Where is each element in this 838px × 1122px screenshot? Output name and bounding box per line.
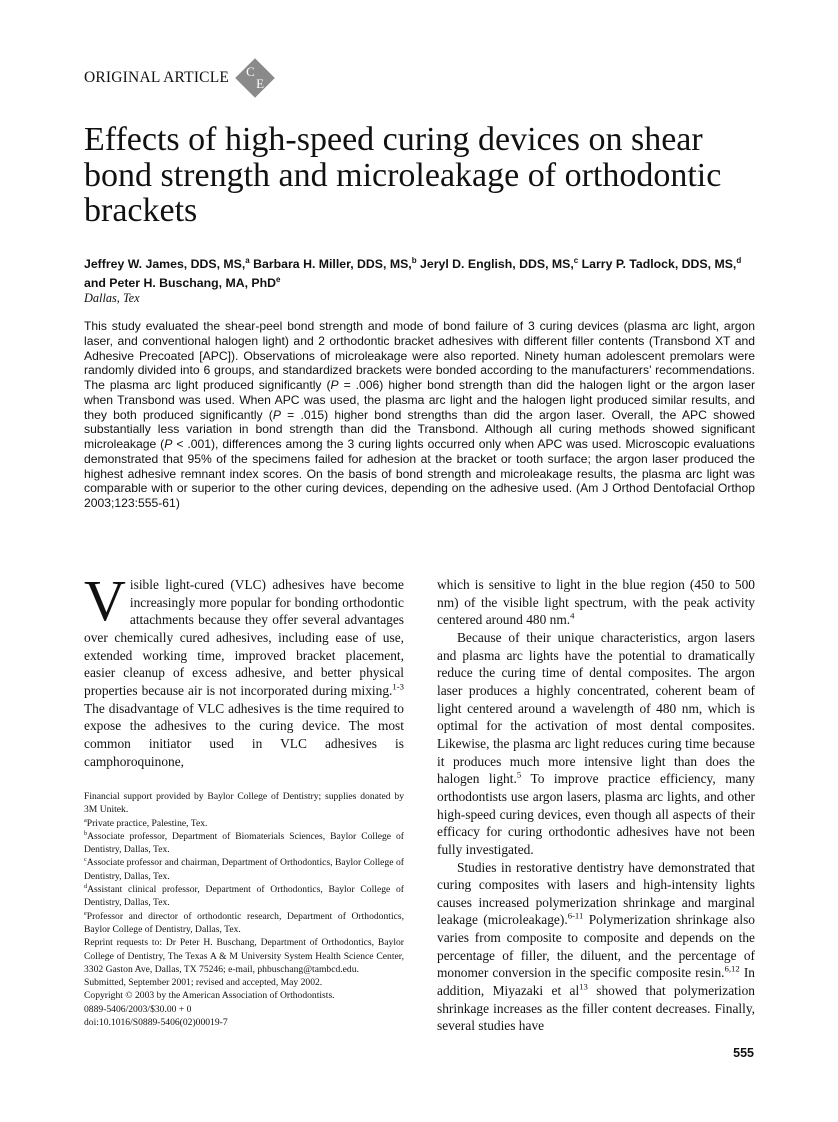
text-run: P [330,378,339,392]
body-column-left [84,568,404,770]
text-run: < .001), differences among the 3 curing lights occurred only when APC was used. Microscopic evaluations demonstrated that 95% of the specimens failed for adhesion at the bracket or tooth surface; the argon laser produced the highest adhesive remnant index scores. On the basis of bond strength and microleakage results, the plasma arc light was comparable with or superior to the other curing devices, depending on the adhesive used. (Am J Orthod Dentofacial Orthop 2003;123:555-61) [84,437,755,510]
text-run: In addition, Miyazaki et al [437,965,755,999]
footnote [84,1016,404,1029]
text-run: Larry P. Tadlock, DDS, MS, [578,257,737,271]
text-run: Assistant clinical professor, Department of Orthodontics, Baylor College of Dentistry, Dallas, Tex. [84,884,404,909]
superscript: 1-3 [392,681,404,692]
author-location: Dallas, Tex [84,291,140,305]
body-paragraph [437,576,755,629]
text-run: Private practice, Palestine, Tex. [86,817,208,829]
drop-cap: V [84,568,126,633]
text-run: and Peter H. Buschang, MA, PhD [84,276,276,290]
superscript: b [411,255,417,265]
text-run: Studies in restorative dentistry have demonstrated that curing composites with lasers and high-intensity lights causes increased polymerization shrinkage and marginal leakage (microleakage). [437,859,755,928]
superscript: e [276,274,281,284]
superscript: 6,12 [724,963,740,974]
text-run: P [272,407,281,422]
footnotes [84,790,404,1029]
text-run: This study evaluated the shear-peel bond strength and mode of bond failure of 3 curing devices (plasma arc light, argon laser, and conventional halogen light) and 2 orthodontic bracket adhesives with different filler contents (Transbond XT and Adhesive Precoated [APC]). Observations of microleakage were also reported. Ninety human adolescent premolars were randomly divided into 6 groups, and standardized brackets were bonded according to the manufacturers’ recommendations. The plasma arc light produced significantly ( [84,319,755,392]
superscript: 4 [570,610,575,621]
footnote [84,989,404,1002]
superscript: c [84,856,87,864]
text-run: Barbara H. Miller, DDS, MS, [249,257,412,271]
text-run: Associate professor, Department of Biomaterials Sciences, Baylor College of Dentistry, Dallas, Tex. [84,830,404,856]
text-run: Financial support provided by Baylor College of Dentistry; supplies donated by 3M Unitek. [84,791,404,816]
text-run: Submitted, September 2001; revised and accepted, May 2002. [84,977,323,989]
running-header [84,58,275,98]
body-paragraph [437,859,755,1036]
text-run: Because of their unique characteristics, argon lasers and plasma arc lights have the potential to dramatically reduce the curing time of dental composites. The argon laser produces a highly concentrated, coherent beam of light centered around a wavelength of 480 nm, which is optimal for the activation of most dental composites. Likewise, the plasma arc light reduces curing time because it produces much more intensive light than does the halogen light. [437,629,755,787]
text-run: = .006) higher bond strength than did the halogen light or the argon laser when Transbond was used. When APC was used, the plasma arc light and the halogen light produced similar results, and they both produced significantly ( [84,378,755,422]
text-run: Associate professor and chairman, Department of Orthodontics, Baylor College of Dentistry, Dallas, Tex. [84,857,404,882]
text-run: Reprint requests to: Dr Peter H. Buschang, Department of Orthodontics, Baylor College of Dentistry, The Texas A & M University System Health Science Center, 3302 Gaston Ave, Dallas, TX 75246; e-mail, phbuschang@tambcd.edu. [84,937,404,975]
text-run: Jeffrey W. James, DDS, MS, [84,257,246,271]
superscript: b [84,829,88,837]
text-run: doi:10.1016/S0889-5406(02)00019-7 [84,1017,228,1029]
abstract [84,319,755,511]
superscript: a [245,255,250,265]
page-number: 555 [733,1046,754,1060]
superscript: 6-11 [567,911,584,921]
superscript: d [736,255,742,265]
superscript: a [84,816,87,824]
footnote [84,817,404,830]
superscript: e [84,909,87,917]
text-run: 0889-5406/2003/$30.00 + 0 [84,1003,192,1015]
author-list [84,255,764,293]
superscript: 13 [579,981,588,992]
footnote [84,910,404,937]
text-run: isible light-cured (VLC) adhesives have become increasingly more popular for bonding orthodontic attachments because they offer several advantages over chemically cured adhesives, including ease of use, extended working time, improved bracket placement, easier cleanup of excess adhesive, and better physical properties because air is not incorporated during mixing. [84,577,404,698]
superscript: 5 [516,769,522,780]
superscript: d [84,882,88,890]
footnote [84,856,404,883]
text-run: Polymerization shrinkage also varies from composite to composite and depends on the percentage of filler, the diluent, and the percentage of monomer conversion in the specific composite resin. [437,912,755,981]
footnote [84,976,404,989]
text-run: showed that polymerization shrinkage increases as the filler content decreases. Finally, several studies have [437,983,755,1034]
superscript: c [573,255,579,265]
text-run: Professor and director of orthodontic research, Department of Orthodontics, Baylor College of Dentistry, Dallas, Tex. [84,910,404,935]
footnote [84,936,404,976]
body-paragraph [437,629,755,859]
footnote [84,790,404,817]
text-run: The disadvantage of VLC adhesives is the time required to expose the adhesives to the curing device. The most common initiator used in VLC adhesives is camphoroquinone, [84,700,404,769]
text-run: To improve practice efficiency, many orthodontists use argon lasers, plasma arc lights, and other high-speed curing devices, even though all aspects of their efficacy for curing orthodontic adhesives have not been fully investigated. [437,771,755,857]
article-title: Effects of high-speed curing devices on shear bond strength and microleakage of orthodontic brackets [84,121,722,229]
ce-badge-logo: C E [235,58,275,98]
text-run: Jeryl D. English, DDS, MS, [416,257,574,271]
text-run: Copyright © 2003 by the American Association of Orthodontists. [84,990,335,1002]
footnote [84,830,404,857]
text-run: P [164,437,173,451]
body-column-right [437,576,755,1035]
body-paragraph [84,568,404,770]
text-run: which is sensitive to light in the blue region (450 to 500 nm) of the visible light spectrum, with the peak activity centered around 480 nm. [437,577,755,628]
section-label: ORIGINAL ARTICLE [84,69,230,86]
text-run: = .015) higher bond strengths than did the argon laser. Overall, the APC showed substantially less variation in bond strength than did the Transbond. Although all curing methods showed significant microleakage ( [84,407,755,451]
footnote [84,1003,404,1016]
footnote [84,883,404,910]
